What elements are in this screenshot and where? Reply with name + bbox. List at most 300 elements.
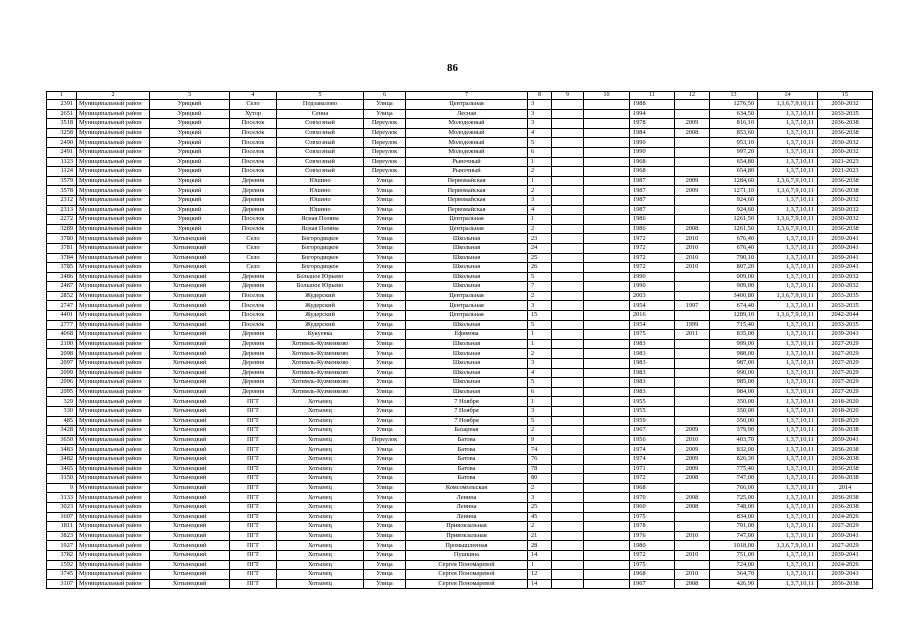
table-cell: Первомайская <box>406 195 528 205</box>
table-cell: Улица <box>364 243 406 253</box>
table-cell: 2030-2032 <box>818 215 873 225</box>
table-cell: Улица <box>364 282 406 292</box>
table-cell: Хотынецкий <box>150 426 230 436</box>
table-cell: 4 <box>528 128 552 138</box>
table-cell <box>584 272 630 282</box>
table-cell: Улица <box>364 320 406 330</box>
table-cell: 1,3,7,10,11 <box>758 157 818 167</box>
table-cell: Поселок <box>230 301 277 311</box>
table-cell: Улица <box>364 378 406 388</box>
table-cell: Хотынецкий <box>150 339 230 349</box>
table-row <box>47 301 873 311</box>
table-cell: Ефимова <box>406 330 528 340</box>
table-cell: Школьная <box>406 339 528 349</box>
table-cell: Муниципальный район <box>77 387 150 397</box>
table-cell: 1968 <box>630 167 675 177</box>
table-row <box>47 215 873 225</box>
table-cell: Юшино <box>277 205 364 215</box>
table-row <box>47 512 873 522</box>
table-cell <box>584 493 630 503</box>
table-cell: 5 <box>528 138 552 148</box>
table-cell: 1,3,7,10,11 <box>758 445 818 455</box>
table-row <box>47 234 873 244</box>
table-cell: 1261,50 <box>710 215 758 225</box>
table-cell: 1983 <box>630 339 675 349</box>
table-cell: Юшино <box>277 186 364 196</box>
table-cell: 403,70 <box>710 435 758 445</box>
table-cell: Муниципальный район <box>77 205 150 215</box>
table-cell: Хотынецкий <box>150 550 230 560</box>
table-cell <box>552 349 584 359</box>
table-cell: 2039-2041 <box>818 435 873 445</box>
table-cell: 1,3,7,10,11 <box>758 474 818 484</box>
table-cell: Кукуевка <box>277 330 364 340</box>
table-cell: 1972 <box>630 253 675 263</box>
table-cell: Улица <box>364 454 406 464</box>
table-row <box>47 522 873 532</box>
table-cell: Хотынецкий <box>150 579 230 589</box>
table-cell: 2039-2041 <box>818 253 873 263</box>
table-row <box>47 167 873 177</box>
table-cell <box>675 349 710 359</box>
column-header-15: 15 <box>818 92 873 100</box>
table-cell: Улица <box>364 263 406 273</box>
table-cell <box>584 454 630 464</box>
table-cell <box>675 522 710 532</box>
table-cell: 1,3,6,7,9,10,11 <box>758 100 818 110</box>
table-cell: 364,70 <box>710 570 758 580</box>
table-cell: Поселок <box>230 311 277 321</box>
column-header-5: 5 <box>277 92 364 100</box>
table-cell: 1990 <box>630 138 675 148</box>
table-cell: 2036-2038 <box>818 464 873 474</box>
table-cell: Батова <box>406 464 528 474</box>
table-cell: 1,3,7,10,11 <box>758 243 818 253</box>
table-cell: 3650 <box>47 435 77 445</box>
table-cell <box>552 224 584 234</box>
table-cell: Хотынецкий <box>150 541 230 551</box>
table-cell: Хотынецкий <box>150 522 230 532</box>
table-cell <box>552 560 584 570</box>
table-cell: Поселок <box>230 147 277 157</box>
table-cell: 2027-2029 <box>818 349 873 359</box>
table-cell <box>675 368 710 378</box>
table-cell <box>552 339 584 349</box>
table-cell: ПГТ <box>230 474 277 484</box>
table-cell: 1284,60 <box>710 176 758 186</box>
table-cell: 3258 <box>47 128 77 138</box>
table-cell: Хотынецкий <box>150 560 230 570</box>
table-cell: 5 <box>528 272 552 282</box>
table-row <box>47 311 873 321</box>
table-cell: ПГТ <box>230 445 277 455</box>
table-cell: 2042-2044 <box>818 311 873 321</box>
table-cell: Совхозный <box>277 138 364 148</box>
table-cell: 1,3,7,10,11 <box>758 195 818 205</box>
table-cell <box>552 579 584 589</box>
table-cell: 7 Ноября <box>406 397 528 407</box>
table-cell: Хотынец <box>277 454 364 464</box>
table-cell: Муниципальный район <box>77 397 150 407</box>
table-cell: ПГТ <box>230 493 277 503</box>
table-cell: 1971 <box>630 464 675 474</box>
table-cell: 2100 <box>47 339 77 349</box>
table-cell: 1,3,7,10,11 <box>758 493 818 503</box>
table-row <box>47 579 873 589</box>
table-cell: Деревня <box>230 359 277 369</box>
table-cell: 1972 <box>630 234 675 244</box>
table-cell <box>584 531 630 541</box>
table-cell: Переулок <box>364 157 406 167</box>
table-cell <box>584 416 630 426</box>
column-header-10: 10 <box>584 92 630 100</box>
table-cell: Муниципальный район <box>77 119 150 129</box>
table-cell: Улица <box>364 426 406 436</box>
table-cell: 832,00 <box>710 445 758 455</box>
table-cell: 329 <box>47 397 77 407</box>
table-cell: 1,3,7,10,11 <box>758 349 818 359</box>
table-cell: Жудерский <box>277 320 364 330</box>
table-cell: Совхозный <box>277 167 364 177</box>
table-cell <box>675 282 710 292</box>
table-cell: 1,3,7,10,11 <box>758 368 818 378</box>
table-row <box>47 186 873 196</box>
table-cell: Сенна <box>277 109 364 119</box>
table-cell: 766,00 <box>710 483 758 493</box>
table-cell <box>552 128 584 138</box>
table-cell: Батова <box>406 435 528 445</box>
table-cell: Хотынецкий <box>150 311 230 321</box>
table-cell <box>675 167 710 177</box>
table-cell: Школьная <box>406 253 528 263</box>
table-cell: 1,3,7,10,11 <box>758 109 818 119</box>
table-cell <box>584 560 630 570</box>
table-cell: 426,90 <box>710 579 758 589</box>
table-cell: 826,30 <box>710 454 758 464</box>
table-row <box>47 320 873 330</box>
table-cell: Хотынецкий <box>150 493 230 503</box>
table-cell: 3400,80 <box>710 291 758 301</box>
table-cell: Поселок <box>230 157 277 167</box>
table-cell <box>675 138 710 148</box>
table-cell: Муниципальный район <box>77 531 150 541</box>
table-cell: 1,3,7,10,11 <box>758 301 818 311</box>
table-cell: 1970 <box>630 493 675 503</box>
table-cell: Муниципальный район <box>77 157 150 167</box>
table-cell: 1968 <box>630 570 675 580</box>
table-cell: Село <box>230 100 277 110</box>
table-cell: Муниципальный район <box>77 215 150 225</box>
table-cell: Лесная <box>406 109 528 119</box>
table-cell: 2 <box>528 483 552 493</box>
table-cell: Первомайская <box>406 205 528 215</box>
table-cell: 3 <box>528 119 552 129</box>
table-cell: 1954 <box>630 301 675 311</box>
table-cell: Хотынец <box>277 426 364 436</box>
table-cell: 2097 <box>47 359 77 369</box>
table-cell: 1997 <box>675 301 710 311</box>
table-cell: Переулок <box>364 119 406 129</box>
table-cell: 1968 <box>630 483 675 493</box>
column-header-2: 2 <box>77 92 150 100</box>
table-cell <box>552 272 584 282</box>
table-cell: Улица <box>364 301 406 311</box>
table-cell: Хотынец <box>277 512 364 522</box>
table-cell: 2036-2038 <box>818 224 873 234</box>
table-cell: 3579 <box>47 176 77 186</box>
table-cell <box>552 147 584 157</box>
table-cell: Муниципальный район <box>77 234 150 244</box>
table-cell: Улица <box>364 330 406 340</box>
table-cell: Улица <box>364 445 406 455</box>
table-cell: Хотынец <box>277 560 364 570</box>
table-cell: Муниципальный район <box>77 349 150 359</box>
table-cell: Хотимль-Кузменково <box>277 387 364 397</box>
table-cell: 2027-2029 <box>818 339 873 349</box>
table-cell: 2018-2020 <box>818 397 873 407</box>
table-cell <box>584 176 630 186</box>
table-cell: 1959 <box>630 416 675 426</box>
table-cell: 1 <box>528 215 552 225</box>
table-cell: 1,3,7,10,11 <box>758 483 818 493</box>
table-cell: Хотынец <box>277 407 364 417</box>
table-cell: 3465 <box>47 464 77 474</box>
table-cell: Рыночный <box>406 157 528 167</box>
table-cell: ПГТ <box>230 570 277 580</box>
table-cell <box>552 291 584 301</box>
table-cell <box>552 330 584 340</box>
table-row <box>47 253 873 263</box>
table-cell: Переулок <box>364 435 406 445</box>
table-row <box>47 291 873 301</box>
table-cell: Хотынецкий <box>150 234 230 244</box>
table-cell: Хотынецкий <box>150 330 230 340</box>
table-cell: Хотимль-Кузменково <box>277 368 364 378</box>
table-cell <box>552 167 584 177</box>
table-cell: Хотынецкий <box>150 407 230 417</box>
table-cell <box>552 474 584 484</box>
table-cell <box>584 502 630 512</box>
table-cell: 2008 <box>675 128 710 138</box>
table-cell: 3023 <box>47 502 77 512</box>
table-cell <box>552 253 584 263</box>
table-cell: Подзавалово <box>277 100 364 110</box>
table-cell: Школьная <box>406 282 528 292</box>
table-cell: 2096 <box>47 378 77 388</box>
table-cell <box>584 311 630 321</box>
table-cell: Муниципальный район <box>77 224 150 234</box>
table-cell <box>552 320 584 330</box>
table-cell: Центральная <box>406 291 528 301</box>
table-cell: Центральная <box>406 100 528 110</box>
table-cell: 2036-2038 <box>818 493 873 503</box>
table-cell: Урицкий <box>150 215 230 225</box>
register-table <box>46 91 873 589</box>
table-cell: 2008 <box>675 579 710 589</box>
table-cell: 1975 <box>630 560 675 570</box>
table-row <box>47 416 873 426</box>
table-cell: 1956 <box>630 435 675 445</box>
table-cell: 14 <box>528 550 552 560</box>
table-cell: ПГТ <box>230 483 277 493</box>
table-cell: 3781 <box>47 243 77 253</box>
table-cell: Муниципальный район <box>77 445 150 455</box>
table-cell: 1 <box>528 330 552 340</box>
table-cell: 330 <box>47 407 77 417</box>
table-cell: 2039-2041 <box>818 531 873 541</box>
table-cell <box>584 339 630 349</box>
table-cell: Улица <box>364 570 406 580</box>
table-cell: Поселок <box>230 320 277 330</box>
table-cell: Улица <box>364 215 406 225</box>
table-cell: Муниципальный район <box>77 407 150 417</box>
table-cell: 1927 <box>47 541 77 551</box>
table-cell: Муниципальный район <box>77 454 150 464</box>
table-cell: 1,3,7,10,11 <box>758 550 818 560</box>
table-cell: Сергея Пономаревой <box>406 579 528 589</box>
table-cell: 350,00 <box>710 397 758 407</box>
table-cell <box>584 205 630 215</box>
table-cell <box>552 109 584 119</box>
table-cell: Село <box>230 234 277 244</box>
table-cell <box>552 263 584 273</box>
table-cell: 2010 <box>675 435 710 445</box>
table-cell: 1960 <box>630 502 675 512</box>
table-cell: 1988 <box>630 100 675 110</box>
table-cell: Улица <box>364 272 406 282</box>
table-cell: Муниципальный район <box>77 483 150 493</box>
table-cell: Деревня <box>230 349 277 359</box>
table-cell: Деревня <box>230 330 277 340</box>
table-cell: 2036-2038 <box>818 176 873 186</box>
table-cell: Жудерский <box>277 311 364 321</box>
table-cell: Село <box>230 253 277 263</box>
table-cell: Урицкий <box>150 224 230 234</box>
column-header-13: 13 <box>710 92 758 100</box>
table-cell: Муниципальный район <box>77 570 150 580</box>
table-cell <box>584 195 630 205</box>
table-cell <box>675 378 710 388</box>
table-cell: 1,3,7,10,11 <box>758 119 818 129</box>
table-cell: 1,3,7,10,11 <box>758 359 818 369</box>
table-cell: Улица <box>364 186 406 196</box>
table-cell: 2018-2020 <box>818 416 873 426</box>
table-row <box>47 397 873 407</box>
table-cell: 1978 <box>630 522 675 532</box>
table-cell: Школьная <box>406 272 528 282</box>
table-cell: Улица <box>364 359 406 369</box>
table-cell: Молодежный <box>406 147 528 157</box>
table-cell: 7 Ноября <box>406 407 528 417</box>
table-cell: 9 <box>47 483 77 493</box>
column-header-3: 3 <box>150 92 230 100</box>
table-cell <box>552 454 584 464</box>
table-cell: 2 <box>528 291 552 301</box>
table-cell: Жудерский <box>277 291 364 301</box>
table-row <box>47 243 873 253</box>
table-cell: 1,3,6,7,9,10,11 <box>758 215 818 225</box>
table-cell: 1,3,7,10,11 <box>758 138 818 148</box>
table-cell: 2747 <box>47 301 77 311</box>
table-cell: Рыночный <box>406 167 528 177</box>
table-row <box>47 272 873 282</box>
table-cell <box>675 291 710 301</box>
table-cell <box>552 195 584 205</box>
table-cell: Муниципальный район <box>77 464 150 474</box>
table-cell: 2039-2041 <box>818 570 873 580</box>
table-cell: 1,3,7,10,11 <box>758 407 818 417</box>
table-row <box>47 282 873 292</box>
table-row <box>47 359 873 369</box>
table-cell: 3 <box>528 195 552 205</box>
table-cell: 674,40 <box>710 301 758 311</box>
table-cell: ПГТ <box>230 407 277 417</box>
table-cell: ПГТ <box>230 397 277 407</box>
table-row <box>47 483 873 493</box>
table-cell: 2 <box>528 186 552 196</box>
table-cell: 2016 <box>630 311 675 321</box>
table-cell: 997,20 <box>710 147 758 157</box>
table-cell: Муниципальный район <box>77 579 150 589</box>
table-cell: 2010 <box>675 263 710 273</box>
table-cell <box>552 186 584 196</box>
table-cell: Хотынецкий <box>150 368 230 378</box>
table-cell: 3518 <box>47 119 77 129</box>
table-cell: Молодежный <box>406 128 528 138</box>
table-cell: 2024-2026 <box>818 560 873 570</box>
table-cell: Хотынец <box>277 502 364 512</box>
table-cell: Первомайская <box>406 176 528 186</box>
table-cell <box>552 100 584 110</box>
table-cell <box>552 493 584 503</box>
table-cell <box>552 397 584 407</box>
table-cell: ПГТ <box>230 541 277 551</box>
table-cell: 1972 <box>630 263 675 273</box>
table-cell: 2027-2029 <box>818 522 873 532</box>
table-cell: 2487 <box>47 282 77 292</box>
table-cell: Муниципальный район <box>77 320 150 330</box>
table-cell: Улица <box>364 407 406 417</box>
table-cell: Улица <box>364 349 406 359</box>
table-cell: Урицкий <box>150 128 230 138</box>
table-cell: 2099 <box>47 368 77 378</box>
table-cell: Привокзальная <box>406 531 528 541</box>
table-cell <box>552 531 584 541</box>
table-cell: Муниципальный район <box>77 378 150 388</box>
table-cell: 3 <box>528 100 552 110</box>
table-cell: 2009 <box>675 445 710 455</box>
table-cell: Промышленная <box>406 541 528 551</box>
table-cell: 3784 <box>47 253 77 263</box>
table-cell: ПГТ <box>230 454 277 464</box>
table-header <box>47 92 873 100</box>
table-cell: 1607 <box>47 512 77 522</box>
table-cell <box>675 272 710 282</box>
table-cell: 25 <box>528 502 552 512</box>
table-cell: 3 <box>528 493 552 503</box>
table-cell: 1983 <box>630 368 675 378</box>
table-cell <box>552 205 584 215</box>
table-cell <box>584 138 630 148</box>
table-cell: 1983 <box>630 378 675 388</box>
table-cell: 1,3,7,10,11 <box>758 272 818 282</box>
table-cell: Улица <box>364 234 406 244</box>
table-cell: ПГТ <box>230 464 277 474</box>
table-cell: Переулок <box>364 167 406 177</box>
column-header-8: 8 <box>528 92 552 100</box>
table-cell: 1,3,7,10,11 <box>758 378 818 388</box>
column-header-4: 4 <box>230 92 277 100</box>
